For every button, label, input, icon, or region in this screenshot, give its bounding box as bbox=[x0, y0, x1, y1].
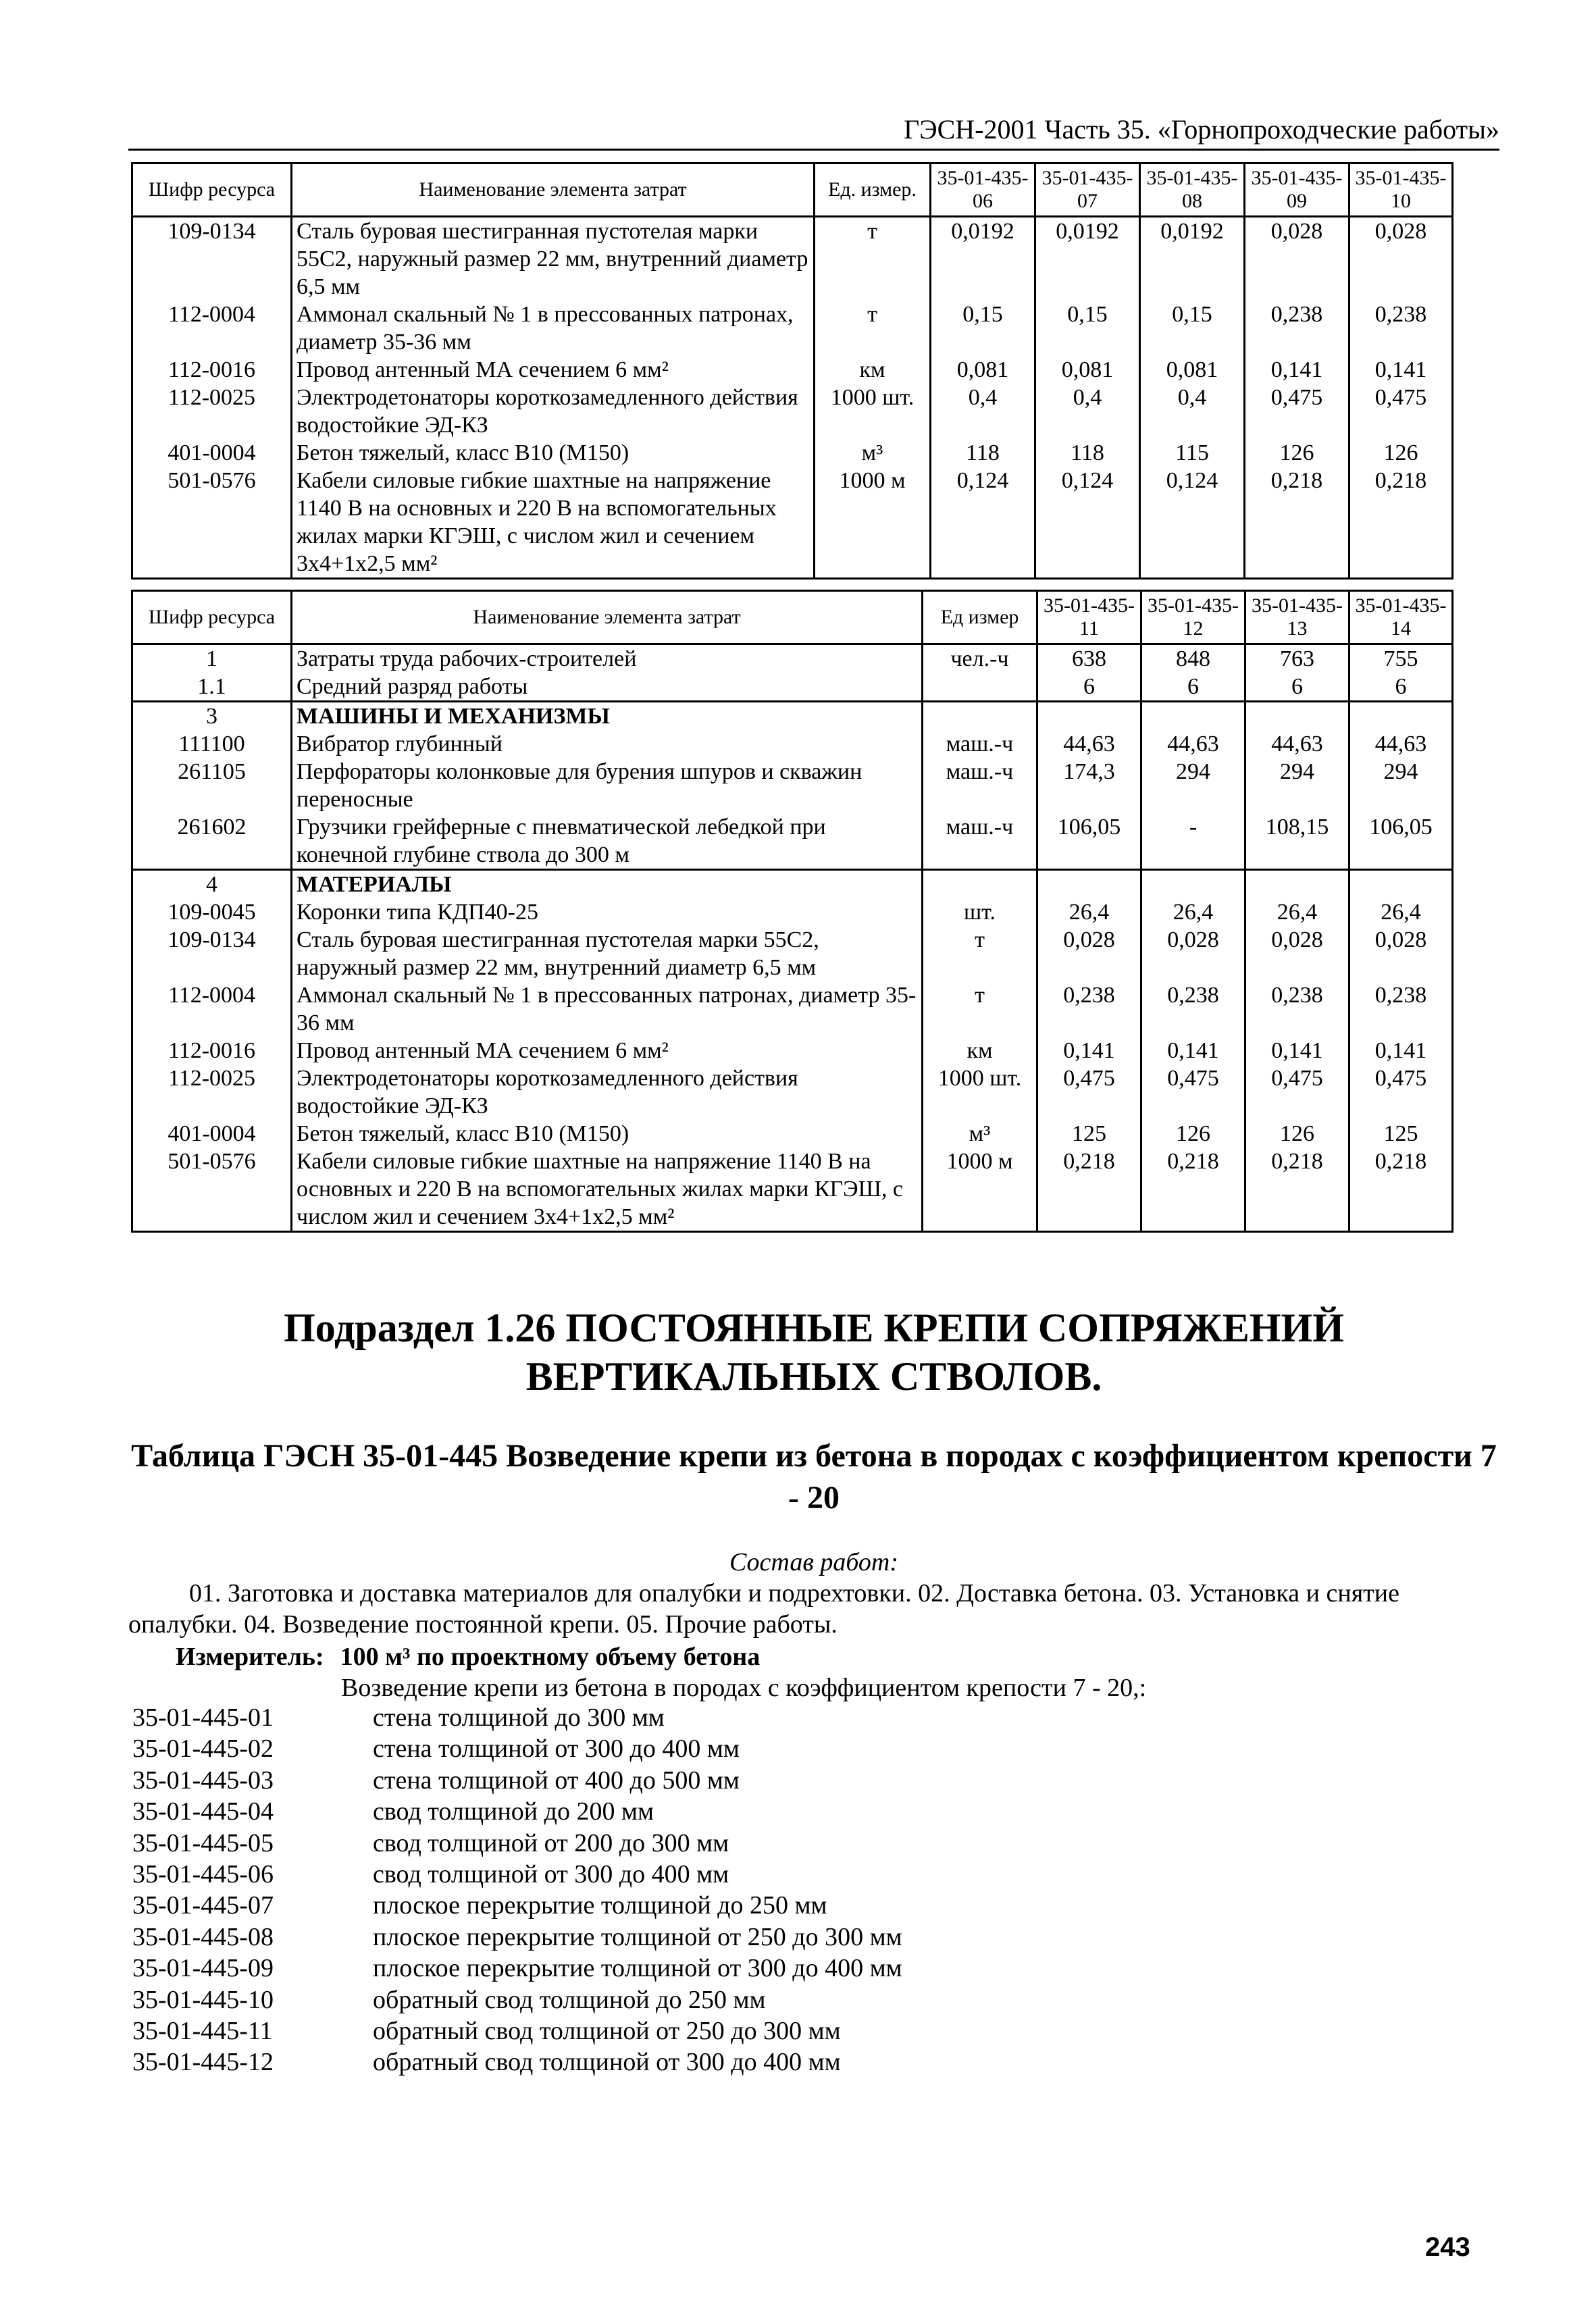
section-title: Подраздел 1.26 ПОСТОЯННЫЕ КРЕПИ СОПРЯЖЕНИЙ ВЕРТИКАЛЬНЫХ СТВОЛОВ. bbox=[284, 1306, 1344, 1399]
value-cell: 6 bbox=[1037, 673, 1141, 702]
value-cell: 0,4 bbox=[1140, 384, 1245, 439]
column-header: 35-01-435-06 bbox=[931, 163, 1035, 217]
code-list bbox=[132, 1702, 902, 2078]
code-list-item bbox=[132, 1796, 902, 1827]
value-cell: 0,141 bbox=[1037, 1037, 1141, 1064]
unit-cell: т bbox=[923, 926, 1037, 981]
table-row bbox=[132, 467, 1453, 579]
value-cell bbox=[1141, 870, 1245, 899]
table-header-row bbox=[132, 163, 1453, 217]
resource-code-cell: 112-0025 bbox=[132, 1064, 292, 1120]
unit-cell: м³ bbox=[923, 1120, 1037, 1148]
resource-code-cell: 501-0576 bbox=[132, 467, 292, 579]
value-cell: 0,0192 bbox=[1140, 217, 1245, 301]
unit-cell: маш.-ч bbox=[923, 730, 1037, 758]
value-cell: 0,15 bbox=[1140, 301, 1245, 356]
code-number: 35-01-445-05 bbox=[132, 1828, 274, 1857]
unit-cell: км bbox=[815, 356, 931, 384]
unit-cell bbox=[923, 870, 1037, 899]
value-cell: 0,081 bbox=[931, 356, 1035, 384]
unit-cell: м³ bbox=[815, 439, 931, 467]
resource-code-cell: 112-0025 bbox=[132, 384, 292, 439]
table-row bbox=[132, 1037, 1453, 1064]
resource-code-cell: 109-0134 bbox=[132, 217, 292, 301]
value-cell: 638 bbox=[1037, 644, 1141, 673]
table-row bbox=[132, 217, 1453, 301]
value-cell: 0,141 bbox=[1349, 1037, 1453, 1064]
code-list-item bbox=[132, 1702, 902, 1733]
value-cell: 174,3 bbox=[1037, 758, 1141, 813]
unit-cell: 1000 м bbox=[923, 1148, 1037, 1232]
code-description: плоское перекрытие толщиной до 250 мм bbox=[373, 1891, 827, 1920]
unit-cell: чел.-ч bbox=[923, 644, 1037, 673]
code-description: стена толщиной от 400 до 500 мм bbox=[373, 1766, 740, 1795]
value-cell: 0,028 bbox=[1141, 926, 1245, 981]
resource-name-cell: Вибратор глубинный bbox=[292, 730, 923, 758]
resource-name-cell: Сталь буровая шестигранная пустотелая марки 55С2, наружный размер 22 мм, внутренний диаметр 6,5 мм bbox=[292, 217, 815, 301]
value-cell: 0,15 bbox=[1035, 301, 1140, 356]
value-cell bbox=[1037, 702, 1141, 731]
code-list-item bbox=[132, 1984, 902, 2015]
value-cell: 0,028 bbox=[1349, 926, 1453, 981]
unit-cell: маш.-ч bbox=[923, 813, 1037, 870]
value-cell: 0,028 bbox=[1037, 926, 1141, 981]
value-cell: 294 bbox=[1141, 758, 1245, 813]
value-cell: 0,475 bbox=[1245, 384, 1349, 439]
value-cell: 0,475 bbox=[1245, 1064, 1349, 1120]
column-header: 35-01-435-10 bbox=[1349, 163, 1453, 217]
table-row bbox=[132, 981, 1453, 1037]
code-number: 35-01-445-02 bbox=[132, 1734, 274, 1764]
value-cell: 0,141 bbox=[1245, 1037, 1349, 1064]
resource-table-435-06-10 bbox=[131, 162, 1453, 580]
resource-code-cell: 401-0004 bbox=[132, 1120, 292, 1148]
unit-cell: т bbox=[815, 301, 931, 356]
table-row bbox=[132, 673, 1453, 702]
resource-code-cell: 1 bbox=[132, 644, 292, 673]
table-row bbox=[132, 439, 1453, 467]
code-description: обратный свод толщиной до 250 мм bbox=[373, 1985, 766, 2014]
resource-name-cell: Провод антенный МА сечением 6 мм² bbox=[292, 356, 815, 384]
table-row bbox=[132, 301, 1453, 356]
value-cell bbox=[1245, 870, 1349, 899]
unit-cell bbox=[923, 673, 1037, 702]
code-list-item bbox=[132, 1733, 902, 1764]
resource-code-cell: 109-0045 bbox=[132, 898, 292, 926]
table-title: Таблица ГЭСН 35-01-445 Возведение крепи из бетона в породах с коэффициентом крепости 7 - 20 bbox=[131, 1438, 1497, 1516]
table-row bbox=[132, 730, 1453, 758]
value-cell: 26,4 bbox=[1245, 898, 1349, 926]
code-number: 35-01-445-11 bbox=[132, 2017, 273, 2046]
resource-name-cell: Аммонал скальный № 1 в прессованных патронах, диаметр 35-36 мм bbox=[292, 981, 923, 1037]
resource-code-cell: 3 bbox=[132, 702, 292, 731]
value-cell: 0,124 bbox=[931, 467, 1035, 579]
value-cell bbox=[1141, 702, 1245, 731]
value-cell: 108,15 bbox=[1245, 813, 1349, 870]
value-cell: 0,475 bbox=[1349, 384, 1453, 439]
resource-code-cell: 1.1 bbox=[132, 673, 292, 702]
table-row bbox=[132, 870, 1453, 899]
value-cell: 0,141 bbox=[1349, 356, 1453, 384]
code-number: 35-01-445-12 bbox=[132, 2048, 274, 2077]
value-cell: 0,218 bbox=[1349, 1148, 1453, 1232]
value-cell: 0,238 bbox=[1141, 981, 1245, 1037]
column-header: 35-01-435-11 bbox=[1037, 591, 1141, 644]
value-cell bbox=[1037, 870, 1141, 899]
code-list-item bbox=[132, 1859, 902, 1890]
resource-name-cell: Бетон тяжелый, класс В10 (М150) bbox=[292, 1120, 923, 1148]
resource-code-cell: 111100 bbox=[132, 730, 292, 758]
resource-name-cell: Бетон тяжелый, класс В10 (М150) bbox=[292, 439, 815, 467]
resource-code-cell: 112-0016 bbox=[132, 356, 292, 384]
resource-name-cell: Затраты труда рабочих-строителей bbox=[292, 644, 923, 673]
unit-cell: маш.-ч bbox=[923, 758, 1037, 813]
column-header: Наименование элемента затрат bbox=[292, 591, 923, 644]
value-cell: 0,218 bbox=[1245, 1148, 1349, 1232]
table-body bbox=[132, 644, 1453, 1232]
value-cell: 44,63 bbox=[1349, 730, 1453, 758]
resource-name-cell: Сталь буровая шестигранная пустотелая марки 55С2, наружный размер 22 мм, внутренний диаметр 6,5 мм bbox=[292, 926, 923, 981]
code-number: 35-01-445-06 bbox=[132, 1860, 274, 1889]
value-cell: 26,4 bbox=[1037, 898, 1141, 926]
value-cell: 126 bbox=[1141, 1120, 1245, 1148]
code-list-item bbox=[132, 1890, 902, 1921]
resource-table-435-11-14 bbox=[131, 590, 1453, 1233]
value-cell: 26,4 bbox=[1141, 898, 1245, 926]
code-list-item bbox=[132, 1765, 902, 1796]
column-header: 35-01-435-14 bbox=[1349, 591, 1453, 644]
code-list-item bbox=[132, 1922, 902, 1953]
column-header: 35-01-435-08 bbox=[1140, 163, 1245, 217]
column-header: Шифр ресурса bbox=[132, 591, 292, 644]
table-row bbox=[132, 1120, 1453, 1148]
meter bbox=[176, 1641, 760, 1672]
value-cell: 6 bbox=[1245, 673, 1349, 702]
code-description: обратный свод толщиной от 300 до 400 мм bbox=[373, 2048, 841, 2077]
value-cell: 0,028 bbox=[1245, 926, 1349, 981]
code-description: плоское перекрытие толщиной от 300 до 400 мм bbox=[373, 1954, 902, 1983]
code-number: 35-01-445-07 bbox=[132, 1891, 274, 1920]
value-cell: 26,4 bbox=[1349, 898, 1453, 926]
resource-code-cell: 261105 bbox=[132, 758, 292, 813]
value-cell: 125 bbox=[1349, 1120, 1453, 1148]
value-cell: - bbox=[1141, 813, 1245, 870]
resource-name-cell: Аммонал скальный № 1 в прессованных патронах, диаметр 35-36 мм bbox=[292, 301, 815, 356]
value-cell: 0,081 bbox=[1140, 356, 1245, 384]
value-cell: 0,0192 bbox=[931, 217, 1035, 301]
value-cell: 0,124 bbox=[1140, 467, 1245, 579]
table-row bbox=[132, 1064, 1453, 1120]
code-description: стена толщиной от 300 до 400 мм bbox=[373, 1734, 740, 1764]
resource-code-cell: 401-0004 bbox=[132, 439, 292, 467]
value-cell: 118 bbox=[931, 439, 1035, 467]
code-list-item bbox=[132, 2015, 902, 2047]
table-row bbox=[132, 813, 1453, 870]
value-cell: 0,124 bbox=[1035, 467, 1140, 579]
unit-cell: 1000 м bbox=[815, 467, 931, 579]
code-description: свод толщиной от 200 до 300 мм bbox=[373, 1828, 729, 1857]
value-cell: 0,238 bbox=[1245, 301, 1349, 356]
value-cell: 294 bbox=[1245, 758, 1349, 813]
value-cell: 44,63 bbox=[1245, 730, 1349, 758]
value-cell: 848 bbox=[1141, 644, 1245, 673]
value-cell: 125 bbox=[1037, 1120, 1141, 1148]
table-row bbox=[132, 926, 1453, 981]
column-header: Ед измер bbox=[923, 591, 1037, 644]
resource-name-cell: Грузчики грейферные с пневматической лебедкой при конечной глубине ствола до 300 м bbox=[292, 813, 923, 870]
resource-name-cell: МАШИНЫ И МЕХАНИЗМЫ bbox=[292, 702, 923, 731]
resource-code-cell: 4 bbox=[132, 870, 292, 899]
resource-code-cell: 261602 bbox=[132, 813, 292, 870]
value-cell bbox=[1245, 702, 1349, 731]
resource-name-cell: Электродетонаторы короткозамедленного действия водостойкие ЭД-КЗ bbox=[292, 384, 815, 439]
column-header: 35-01-435-09 bbox=[1245, 163, 1349, 217]
running-header: ГЭСН-2001 Часть 35. «Горнопроходческие работы» bbox=[128, 113, 1499, 151]
value-cell: 0,141 bbox=[1141, 1037, 1245, 1064]
resource-name-cell: МАТЕРИАЛЫ bbox=[292, 870, 923, 899]
code-description: обратный свод толщиной от 250 до 300 мм bbox=[373, 2017, 841, 2046]
value-cell: 0,475 bbox=[1037, 1064, 1141, 1120]
resource-code-cell: 109-0134 bbox=[132, 926, 292, 981]
code-number: 35-01-445-04 bbox=[132, 1797, 274, 1826]
resource-name-cell: Коронки типа КДП40-25 bbox=[292, 898, 923, 926]
unit-cell: шт. bbox=[923, 898, 1037, 926]
works-text: 01. Заготовка и доставка материалов для опалубки и подрехтовки. 02. Доставка бетона. 03. Установка и снятие опалубки. 04. Возведение постоянной крепи. 05. Прочие работы. bbox=[128, 1579, 1399, 1639]
value-cell: 0,081 bbox=[1035, 356, 1140, 384]
resource-name-cell: Перфораторы колонковые для бурения шпуров и скважин переносные bbox=[292, 758, 923, 813]
code-description: плоское перекрытие толщиной от 250 до 300 мм bbox=[373, 1922, 902, 1951]
code-list-item bbox=[132, 1953, 902, 1984]
column-header: 35-01-435-07 bbox=[1035, 163, 1140, 217]
value-cell: 0,4 bbox=[1035, 384, 1140, 439]
code-number: 35-01-445-08 bbox=[132, 1922, 274, 1951]
value-cell: 0,475 bbox=[1349, 1064, 1453, 1120]
code-number: 35-01-445-01 bbox=[132, 1703, 274, 1732]
unit-cell: 1000 шт. bbox=[815, 384, 931, 439]
meter-value: 100 м³ по проектному объему бетона bbox=[340, 1643, 761, 1671]
resource-code-cell: 112-0004 bbox=[132, 301, 292, 356]
table-row bbox=[132, 898, 1453, 926]
value-cell: 44,63 bbox=[1141, 730, 1245, 758]
value-cell: 0,15 bbox=[931, 301, 1035, 356]
code-list-item bbox=[132, 1828, 902, 1859]
value-cell: 0,238 bbox=[1245, 981, 1349, 1037]
value-cell: 126 bbox=[1245, 439, 1349, 467]
table-row bbox=[132, 644, 1453, 673]
value-cell: 0,4 bbox=[931, 384, 1035, 439]
resource-code-cell: 112-0004 bbox=[132, 981, 292, 1037]
resource-name-cell: Кабели силовые гибкие шахтные на напряжение 1140 В на основных и 220 В на вспомогательных жилах марки КГЭШ, с числом жил и сечением 3х4+1х2,5 мм² bbox=[292, 467, 815, 579]
unit-cell: т bbox=[815, 217, 931, 301]
column-header: Шифр ресурса bbox=[132, 163, 292, 217]
resource-name-cell: Средний разряд работы bbox=[292, 673, 923, 702]
value-cell: 294 bbox=[1349, 758, 1453, 813]
value-cell: 126 bbox=[1245, 1120, 1349, 1148]
column-header: 35-01-435-13 bbox=[1245, 591, 1349, 644]
table-header-row bbox=[132, 591, 1453, 644]
code-description: свод толщиной до 200 мм bbox=[373, 1797, 654, 1826]
resource-code-cell: 501-0576 bbox=[132, 1148, 292, 1232]
table-body bbox=[132, 217, 1453, 579]
value-cell: 6 bbox=[1141, 673, 1245, 702]
unit-cell: 1000 шт. bbox=[923, 1064, 1037, 1120]
value-cell: 118 bbox=[1035, 439, 1140, 467]
value-cell: 6 bbox=[1349, 673, 1453, 702]
value-cell: 0,141 bbox=[1245, 356, 1349, 384]
resource-code-cell: 112-0016 bbox=[132, 1037, 292, 1064]
unit-cell: т bbox=[923, 981, 1037, 1037]
code-description: стена толщиной до 300 мм bbox=[373, 1703, 665, 1732]
works-heading: Состав работ: bbox=[729, 1548, 899, 1576]
value-cell: 126 bbox=[1349, 439, 1453, 467]
value-cell: 44,63 bbox=[1037, 730, 1141, 758]
resource-name-cell: Кабели силовые гибкие шахтные на напряжение 1140 В на основных и 220 В на вспомогательных жилах марки КГЭШ, с числом жил и сечением 3х4+1х2,5 мм² bbox=[292, 1148, 923, 1232]
column-header: Ед. измер. bbox=[815, 163, 931, 217]
value-cell: 115 bbox=[1140, 439, 1245, 467]
table-row bbox=[132, 758, 1453, 813]
code-description: свод толщиной от 300 до 400 мм bbox=[373, 1860, 729, 1889]
value-cell: 106,05 bbox=[1037, 813, 1141, 870]
value-cell: 0,028 bbox=[1349, 217, 1453, 301]
value-cell: 0,238 bbox=[1037, 981, 1141, 1037]
unit-cell: км bbox=[923, 1037, 1037, 1064]
value-cell: 0,475 bbox=[1141, 1064, 1245, 1120]
code-number: 35-01-445-03 bbox=[132, 1766, 274, 1795]
value-cell: 0,218 bbox=[1141, 1148, 1245, 1232]
value-cell: 755 bbox=[1349, 644, 1453, 673]
value-cell: 0,0192 bbox=[1035, 217, 1140, 301]
table-row bbox=[132, 384, 1453, 439]
value-cell: 0,218 bbox=[1349, 467, 1453, 579]
value-cell: 763 bbox=[1245, 644, 1349, 673]
code-number: 35-01-445-09 bbox=[132, 1954, 274, 1983]
resource-name-cell: Электродетонаторы короткозамедленного действия водостойкие ЭД-КЗ bbox=[292, 1064, 923, 1120]
value-cell: 0,238 bbox=[1349, 301, 1453, 356]
value-cell bbox=[1349, 702, 1453, 731]
table-row bbox=[132, 356, 1453, 384]
value-cell: 106,05 bbox=[1349, 813, 1453, 870]
page-number: 243 bbox=[1425, 2232, 1470, 2262]
column-header: 35-01-435-12 bbox=[1141, 591, 1245, 644]
code-number: 35-01-445-10 bbox=[132, 1985, 274, 2014]
value-cell: 0,218 bbox=[1037, 1148, 1141, 1232]
table-row bbox=[132, 1148, 1453, 1232]
codes-intro: Возведение крепи из бетона в породах с коэффициентом крепости 7 - 20,: bbox=[341, 1674, 1147, 1702]
meter-label: Измеритель: bbox=[176, 1643, 324, 1671]
value-cell: 0,028 bbox=[1245, 217, 1349, 301]
column-header: Наименование элемента затрат bbox=[292, 163, 815, 217]
value-cell bbox=[1349, 870, 1453, 899]
value-cell: 0,238 bbox=[1349, 981, 1453, 1037]
resource-name-cell: Провод антенный МА сечением 6 мм² bbox=[292, 1037, 923, 1064]
code-list-item bbox=[132, 2047, 902, 2078]
table-row bbox=[132, 702, 1453, 731]
unit-cell bbox=[923, 702, 1037, 731]
value-cell: 0,218 bbox=[1245, 467, 1349, 579]
